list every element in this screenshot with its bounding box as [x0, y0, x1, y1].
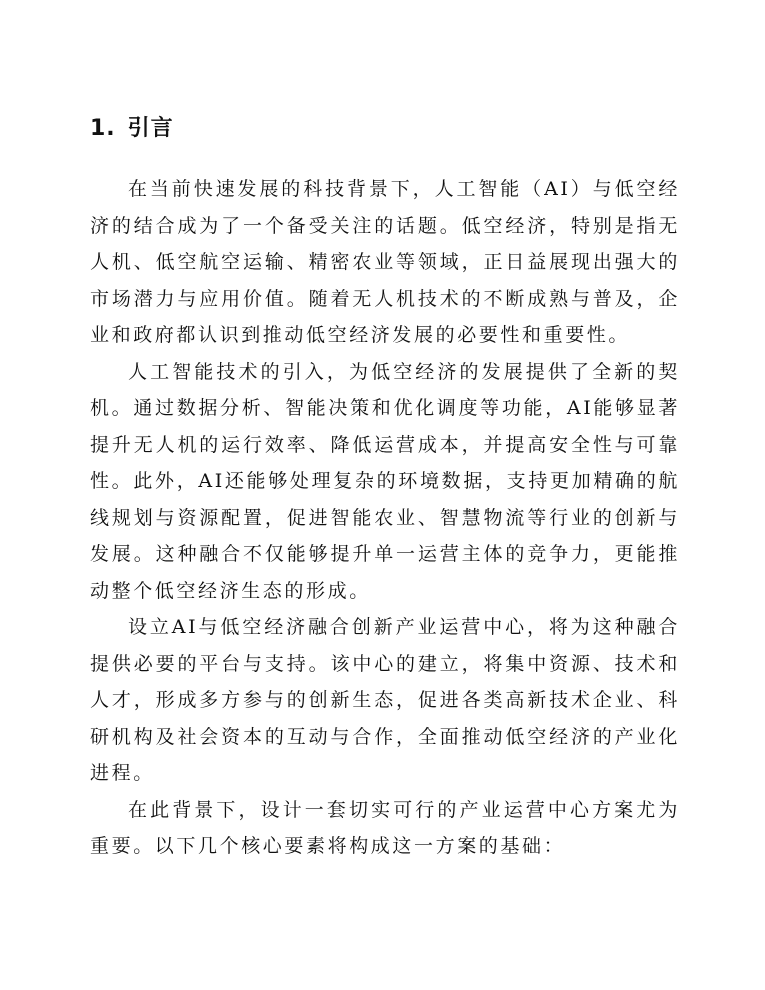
- section-number: 1.: [90, 116, 116, 141]
- paragraph: 人工智能技术的引入，为低空经济的发展提供了全新的契机。通过数据分析、智能决策和优化调度等功能，AI能够显著提升无人机的运行效率、降低运营成本，并提高安全性与可靠性。此外，AI还能够处理复杂的环境数据，支持更加精确的航线规划与资源配置，促进智能农业、智慧物流等行业的创新与发展。这种融合不仅能够提升单一运营主体的竞争力，更能推动整个低空经济生态的形成。: [90, 360, 680, 602]
- section-title: 引言: [127, 116, 174, 141]
- section-body: [90, 171, 680, 865]
- section-heading: [90, 114, 174, 144]
- paragraph: 设立AI与低空经济融合创新产业运营中心，将为这种融合提供必要的平台与支持。该中心的建立，将集中资源、技术和人才，形成多方参与的创新生态，促进各类高新技术企业、科研机构及社会资本的互动与合作，全面推动低空经济的产业化进程。: [90, 616, 680, 784]
- paragraph: 在此背景下，设计一套切实可行的产业运营中心方案尤为重要。以下几个核心要素将构成这一方案的基础：: [90, 798, 680, 857]
- paragraph: 在当前快速发展的科技背景下，人工智能（AI）与低空经济的结合成为了一个备受关注的话题。低空经济，特别是指无人机、低空航空运输、精密农业等领域，正日益展现出强大的市场潜力与应用价值。随着无人机技术的不断成熟与普及，企业和政府都认识到推动低空经济发展的必要性和重要性。: [90, 178, 680, 346]
